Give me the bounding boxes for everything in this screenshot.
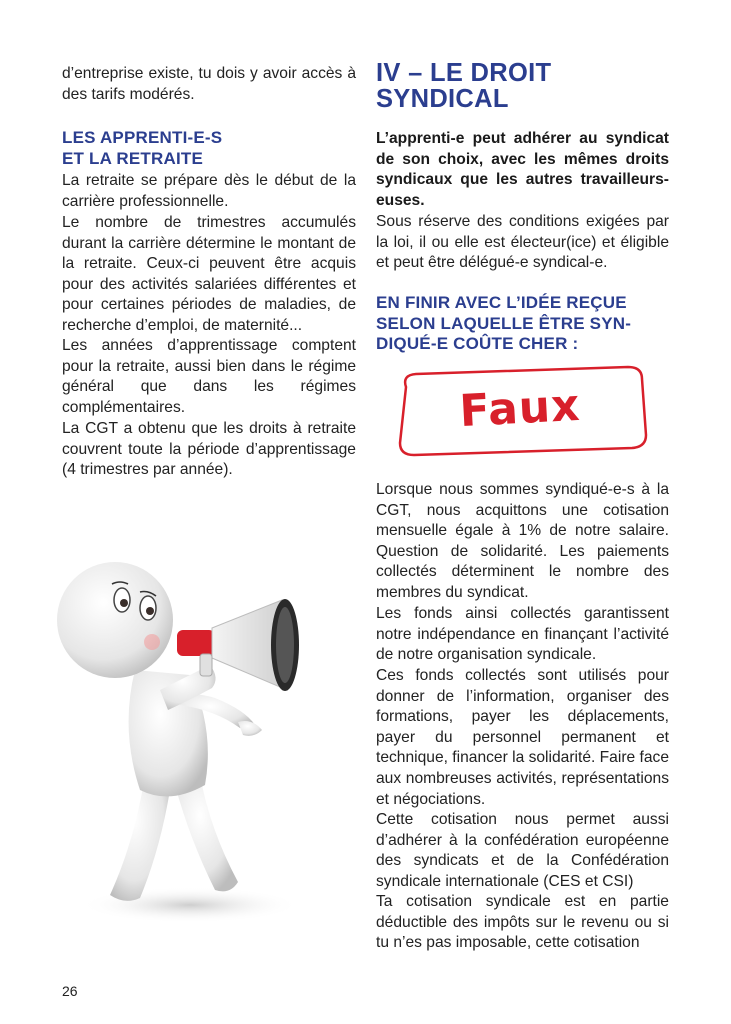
faux-stamp: [392, 365, 648, 457]
idee-recue-heading: [376, 293, 669, 355]
lead-paragraph: L’apprenti-e peut adhérer au syndicat de son choix, avec les mêmes droits syndicaux que les autres travailleurs-euses.: [376, 130, 669, 209]
page-number: 26: [62, 983, 78, 999]
idee-heading-line1: EN FINIR AVEC L’IDÉE REÇUE: [376, 293, 627, 312]
cotisation-paragraph-4: Cette cotisation nous permet aussi d’adhérer à la confédération européenne des syndicats et de la Confédération syndicale internationale (CES et CSI): [376, 811, 669, 890]
retraite-paragraph-4: La CGT a obtenu que les droits à retraite couvrent toute la période d’apprentissage (4 trimestres par année).: [62, 420, 356, 479]
intro-paragraph: d’entreprise existe, tu dois y avoir accès à des tarifs modérés.: [62, 65, 356, 103]
idee-heading-line2: SELON LAQUELLE ÊTRE SYN-: [376, 313, 632, 333]
retraite-paragraph-1: La retraite se prépare dès le début de la carrière professionnelle.: [62, 172, 356, 210]
stamp-text: Faux: [458, 379, 582, 438]
retraite-paragraph-2: Le nombre de trimestres accumulés durant la carrière détermine le montant de la retraite. Ceux-ci peuvent être acquis pour des activités salariées différentes et pour certaines périodes de maladies, de recherche d’emploi, de maternité...: [62, 214, 356, 334]
megaphone-figure-illustration: [40, 560, 330, 940]
apprentis-retraite-heading: [62, 128, 356, 169]
idee-heading-line3: DIQUÉ-E COÛTE CHER :: [376, 334, 579, 353]
apprentis-heading-line1: LES APPRENTI-E-S: [62, 128, 223, 147]
cotisation-paragraph-5: Ta cotisation syndicale est en partie déductible des impôts sur le revenu ou si tu n’es pas imposable, cette cotisation: [376, 893, 669, 952]
apprentis-heading-line2: ET LA RETRAITE: [62, 148, 203, 168]
section-title: [376, 60, 669, 112]
megaphone-figure-icon: [40, 560, 330, 940]
retraite-paragraph-3: Les années d’apprentissage comptent pour la retraite, aussi bien dans le régime général que dans les régimes complémentaires.: [62, 337, 356, 416]
droit-paragraph-1: Sous réserve des conditions exigées par la loi, il ou elle est électeur(ice) et éligible et peut être délégué-e syndical-e.: [376, 213, 669, 272]
cotisation-paragraph-1: Lorsque nous sommes syndiqué-e-s à la CGT, nous acquittons une cotisation mensuelle égale à 1% de notre salaire. Question de solidarité. Les paiements collectés déterminent le nombre des membres du syndicat.: [376, 481, 669, 601]
section-title-line2: SYNDICAL: [376, 85, 509, 113]
cotisation-paragraph-2: Les fonds ainsi collectés garantissent notre indépendance en finançant l’activité de notre organisation syndicale.: [376, 605, 669, 664]
section-title-line1: IV – LE DROIT: [376, 59, 552, 87]
cotisation-paragraph-3: Ces fonds collectés sont utilisés pour donner de l’information, organiser des formations, payer les déplacements, payer du personnel permanent et technique, financer la solidarité. Faire face aux nombreuses activités, représentations et négociations.: [376, 667, 669, 808]
